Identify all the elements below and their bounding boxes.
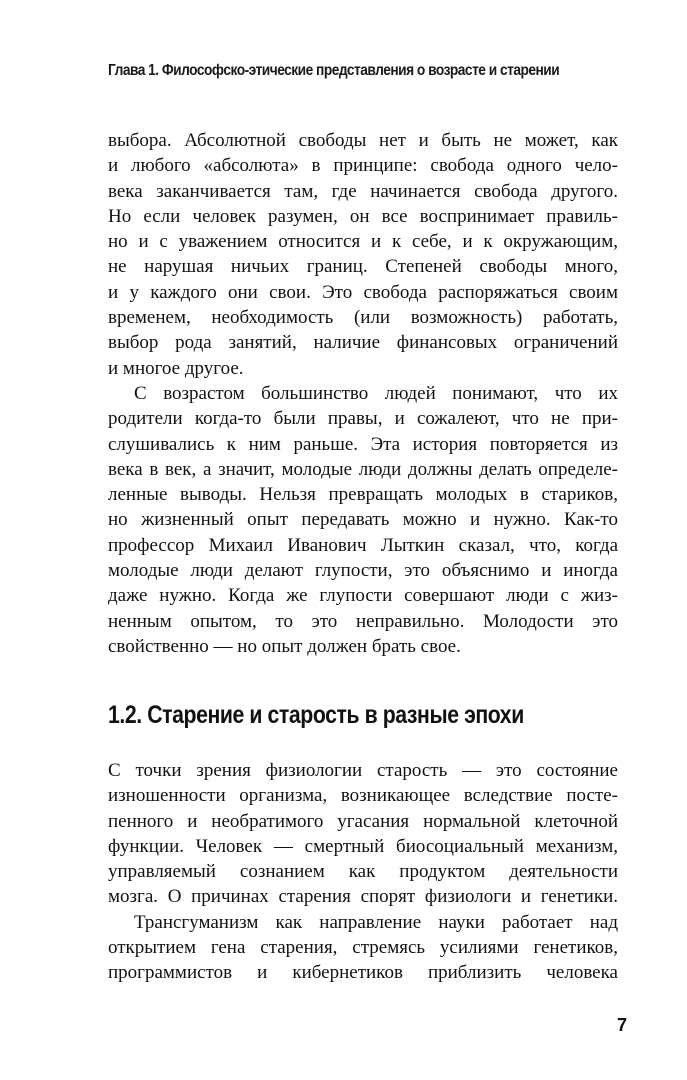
text-line: и многое другое.	[108, 357, 244, 379]
text-line: ленные выводы. Нельзя превращать молодых в стариков,	[108, 484, 618, 506]
body-text-top	[108, 128, 618, 659]
text-line: но и с уважением относится и к себе, и к окружающим,	[108, 231, 618, 253]
body-text-bottom	[108, 758, 618, 986]
text-line: выбор рода занятий, наличие финансовых ограничений	[108, 332, 618, 354]
text-line: и у каждого они свои. Это свобода распоряжаться своим	[108, 281, 618, 303]
text-line: не нарушая ничьих границ. Степеней свободы много,	[108, 256, 618, 278]
text-line: С точки зрения физиологии старость — это состояние	[108, 760, 618, 781]
text-line: Трансгуманизм как направление науки работает над	[134, 911, 618, 933]
section-heading: 1.2. Старение и старость в разные эпохи	[108, 701, 524, 729]
text-line: программистов и кибернетиков приблизить человека	[108, 962, 618, 984]
text-line: функции. Человек — смертный биосоциальный механизм,	[108, 835, 618, 857]
text-line: ненным опытом, то это неправильно. Молодости это	[108, 610, 618, 632]
text-line: открытием гена старения, стремясь усилиями генетиков,	[108, 937, 618, 959]
text-line: пенного и необратимого угасания нормальной клеточной	[108, 810, 618, 832]
text-line: даже нужно. Когда же глупости совершают люди с жиз-	[108, 585, 618, 607]
text-line: слушивались к ним раньше. Эта история повторяется из	[108, 433, 618, 455]
text-line: века заканчивается там, где начинается свобода другого.	[108, 180, 618, 202]
text-line: молодые люди делают глупости, это объяснимо и иногда	[108, 560, 618, 582]
text-line: С возрастом большинство людей понимают, что их	[134, 382, 618, 404]
text-line: Но если человек разумен, он все воспринимает правиль-	[108, 205, 618, 227]
text-line: изношенности организма, возникающее вследствие посте-	[108, 785, 618, 807]
text-line: но жизненный опыт передавать можно и нужно. Как-то	[108, 509, 618, 531]
text-line: мозга. О причинах старения спорят физиологи и генетики.	[108, 886, 618, 908]
page-number: 7	[616, 1015, 627, 1035]
text-line: свойственно — но опыт должен брать свое.	[108, 635, 461, 657]
running-head: Глава 1. Философско-этические представления о возрасте и старении	[108, 62, 560, 79]
text-line: управляемый сознанием как продуктом деятельности	[108, 861, 618, 883]
text-line: родители когда-то были правы, и сожалеют, что не при-	[108, 408, 618, 430]
text-line: профессор Михаил Иванович Лыткин сказал, что, когда	[108, 534, 618, 556]
text-line: века в век, а значит, молодые люди должны делать определе-	[108, 458, 618, 480]
text-line: временем, необходимость (или возможность) работать,	[108, 307, 618, 329]
text-line: и любого «абсолюта» в принципе: свобода одного чело-	[108, 155, 618, 177]
text-line: выбора. Абсолютной свободы нет и быть не может, как	[108, 130, 618, 151]
